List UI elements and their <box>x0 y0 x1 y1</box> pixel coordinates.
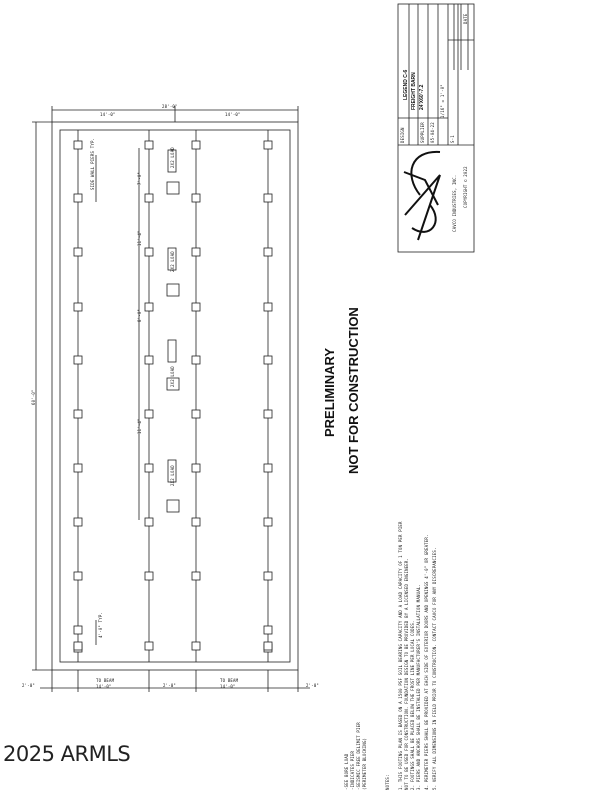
top-dim-right: 14'-0" <box>225 112 241 117</box>
load-tag <box>168 340 176 362</box>
armls-watermark: 2025 ARMLS <box>3 742 131 766</box>
title-block-line-1: LEGEND C-6 <box>403 69 409 100</box>
legend-line-3: (PERIMETER BLOCKING) <box>362 737 367 790</box>
pier-footing <box>192 356 200 364</box>
pier-footing <box>145 248 153 256</box>
pier-footing <box>74 303 82 311</box>
marriage-line-pier <box>167 284 179 296</box>
pier-footing <box>145 572 153 580</box>
pier-footing <box>74 141 82 149</box>
pier-footing <box>74 248 82 256</box>
title-field-design: DESIGN <box>400 127 405 143</box>
pier-footing <box>74 464 82 472</box>
title-field-date: 05-04-22 <box>430 122 435 143</box>
overall-length-dim: 60'-0" <box>31 389 36 405</box>
note-4: 4. PERIMETER PIERS SHALL BE PROVIDED AT EACH SIDE OF EXTERIOR DOORS AND OPENINGS 4'-0" OR GREATER. <box>424 534 429 790</box>
pier-footing <box>74 626 82 634</box>
pier-footing <box>192 141 200 149</box>
pier-footing <box>192 464 200 472</box>
marriage-spacing-0: 7'-0" <box>137 171 142 185</box>
title-field-drawn: SUPPLIER <box>420 122 425 143</box>
marriage-spacing-1: 11'-4" <box>137 230 142 246</box>
side-note-bottom: 4'-0" TYP. <box>98 611 103 638</box>
overall-width-dim: 28'-0" <box>162 104 178 109</box>
pier-footing <box>264 572 272 580</box>
bottom-dim-2: 14'-0" <box>96 684 112 689</box>
pier-footing <box>264 356 272 364</box>
title-field-scale: 1/16" = 1'-0" <box>440 84 445 118</box>
marriage-spacing-2: 8'-0" <box>137 308 142 322</box>
pier-footing <box>145 464 153 472</box>
bottom-dim-0: 2'-0" <box>22 683 36 688</box>
pier-footing <box>145 141 153 149</box>
pier-footing <box>192 194 200 202</box>
pier-footing <box>264 194 272 202</box>
bottom-dim-3: 2'-0" <box>163 683 177 688</box>
pier-footing <box>192 410 200 418</box>
not-for-construction-label: NOT FOR CONSTRUCTION <box>346 307 361 474</box>
cavco-logo <box>404 152 440 240</box>
pier-footing <box>264 141 272 149</box>
bottom-dim-1: TO BEAM <box>96 678 115 683</box>
pier-footing <box>264 464 272 472</box>
pier-footing <box>74 194 82 202</box>
pier-footing <box>264 303 272 311</box>
pier-footing <box>264 410 272 418</box>
note-5: 5. VERIFY ALL DIMENSIONS IN FIELD PRIOR TO CONSTRUCTION. CONTACT CAVCO FOR ANY DISCREPANCIES. <box>432 547 437 790</box>
legend-line-1: -INDICATES PIER <box>350 750 355 790</box>
pier-footing <box>264 642 272 650</box>
pier-footing <box>145 642 153 650</box>
pier-footing <box>192 303 200 311</box>
note-1: 1. THIS FOOTING PLAN IS BASED ON A 1500 PSF SOIL BEARING CAPACITY AND A LOAD CAPACITY OF 1 TON PER PIER <box>398 521 403 790</box>
revision-date-header: DATE <box>463 13 468 24</box>
preliminary-label: PRELIMINARY <box>322 347 337 437</box>
bottom-dim-5: 14'-0" <box>220 684 236 689</box>
pier-footing <box>145 194 153 202</box>
note-3: 3. PIERS AND ANCHORS SHALL BE INSTALLED PER MANUFACTURER'S INSTALLATION MANUAL. <box>416 583 421 790</box>
pier-footing <box>74 356 82 364</box>
note-1b: NOT TO BE USED FOR CONSTRUCTION. FOUNDATION DESIGN TO BE PROVIDED BY A LICENSED ENGINEER. <box>404 557 409 790</box>
pier-footing <box>74 518 82 526</box>
bottom-dim-6: 2'-0" <box>306 683 320 688</box>
pier-footing <box>192 572 200 580</box>
perimeter-outline <box>52 122 298 670</box>
pier-footing <box>264 518 272 526</box>
pier-footing <box>74 410 82 418</box>
pier-footing <box>145 410 153 418</box>
bottom-dim-4: TO BEAM <box>220 678 239 683</box>
load-label-2: 2X2 LOAD <box>170 366 175 387</box>
pier-footing <box>192 248 200 256</box>
pier-footing <box>192 642 200 650</box>
pier-footing <box>145 518 153 526</box>
load-label-1: 2X2 LOAD <box>170 251 175 272</box>
company-name: CAVCO INDUSTRIES, INC. <box>452 174 457 232</box>
marriage-line-pier <box>167 500 179 512</box>
pier-footing <box>145 303 153 311</box>
copyright: COPYRIGHT © 2022 <box>463 166 468 208</box>
pier-footing <box>145 356 153 364</box>
pier-footing <box>74 642 82 650</box>
load-label-3: 2X2 LOAD <box>170 465 175 486</box>
pier-footing <box>264 626 272 634</box>
title-field-sheet: S-1 <box>450 135 455 143</box>
title-block-line-3: 24'X60'-7.2 <box>419 84 425 110</box>
pier-footing <box>192 518 200 526</box>
perimeter-inner-outline <box>60 130 290 662</box>
note-2: 2. FOOTINGS SHALL BE PLACED BELOW THE FROST LINE PER LOCAL CODES. <box>410 620 415 790</box>
top-dim-left: 14'-0" <box>100 112 116 117</box>
marriage-line-pier <box>167 182 179 194</box>
marriage-spacing-3: 11'-4" <box>137 418 142 434</box>
notes-heading: NOTES: <box>385 774 390 790</box>
legend-line-0: -SEE BORE LOAD <box>344 753 349 790</box>
pier-footing <box>264 248 272 256</box>
pier-footing <box>74 572 82 580</box>
title-block-line-2: FREIGHT BARN <box>411 72 417 110</box>
legend-line-2: -SEISMIC FREE DELIMIT PIER <box>356 722 361 790</box>
load-label-0: 2X2 LOAD <box>170 147 175 168</box>
side-note-top: SIDE WALL PIERS TYP. <box>90 137 95 190</box>
